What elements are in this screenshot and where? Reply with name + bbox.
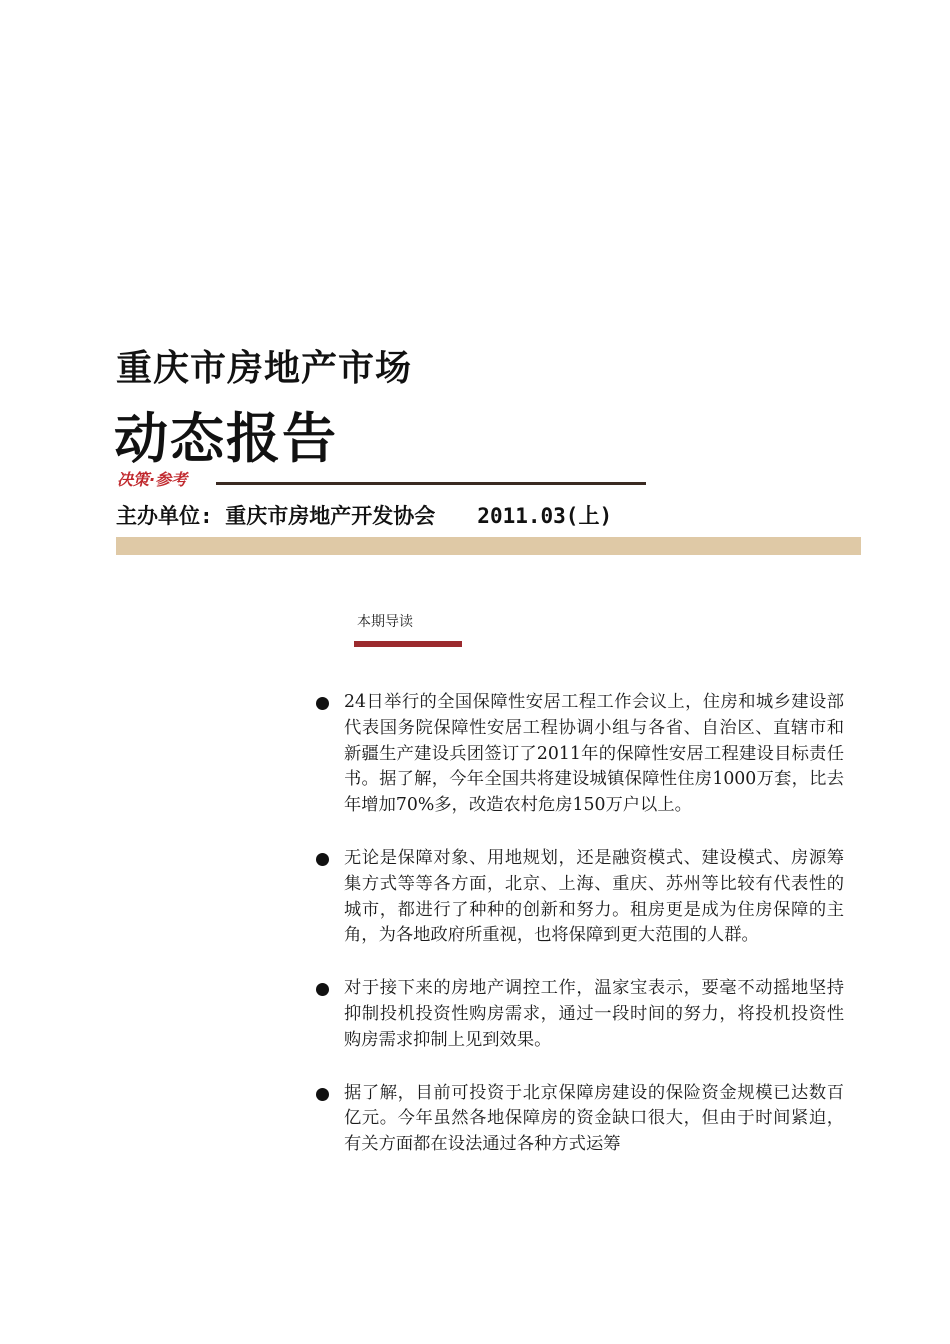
bullet-icon [316,983,329,996]
organizer-label: 主办单位: 重庆市房地产开发协会 [116,504,436,528]
digest-list [314,690,844,1185]
bullet-icon [316,853,329,866]
tagline: 决策·参考 [117,470,188,489]
section-heading: 本期导读 [357,613,413,629]
digest-item-text: 无论是保障对象、用地规划，还是融资模式、建设模式、房源筹集方式等等各方面，北京、上海、重庆、苏州等比较有代表性的城市，都进行了种种的创新和努力。租房更是成为住房保障的主角，为各地政府所重视，也将保障到更大范围的人群。 [344,847,844,946]
bullet-icon [316,1088,329,1101]
digest-item-text: 对于接下来的房地产调控工作，温家宝表示，要毫不动摇地坚持抑制投机投资性购房需求，通过一段时间的努力，将投机投资性购房需求抑制上见到效果。 [344,978,844,1050]
digest-item [314,690,844,819]
digest-item-text: 据了解，目前可投资于北京保障房建设的保险资金规模已达数百亿元。今年虽然各地保障房的资金缺口很大，但由于时间紧迫，有关方面都在设法通过各种方式运筹 [344,1082,844,1155]
digest-item [314,1081,844,1158]
digest-item-text: 24日举行的全国保障性安居工程工作会议上，住房和城乡建设部代表国务院保障性安居工程协调小组与各省、自治区、直辖市和新疆生产建设兵团签订了2011年的保障性安居工程建设目标责任书。据了解，今年全国共将建设城镇保障性住房1000万套，比去年增加70%多，改造农村危房150万户以上。 [344,692,844,816]
bullet-icon [316,697,329,710]
digest-item [314,976,844,1053]
header-band [116,537,861,555]
report-title-line1: 重庆市房地产市场 [116,348,413,389]
tagline-rule [216,482,646,485]
digest-item [314,846,844,949]
section-underline [354,641,462,647]
organizer-line [116,500,612,530]
issue-date: 2011.03(上) [477,504,613,528]
report-title-line2: 动态报告 [114,407,338,470]
